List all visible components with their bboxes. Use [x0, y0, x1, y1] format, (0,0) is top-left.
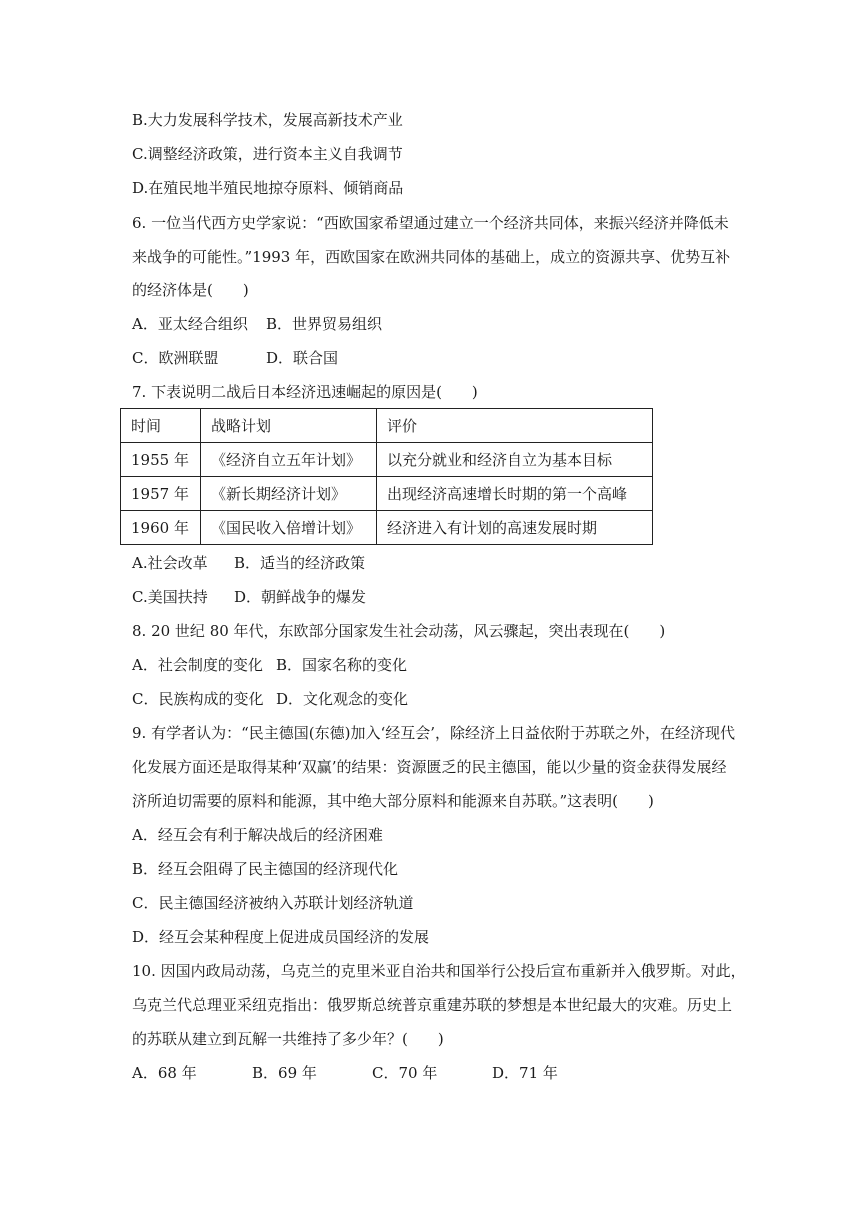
q6-stem-line-2: 来战争的可能性。”1993 年，西欧国家在欧洲共同体的基础上，成立的资源共享、优势互补 [132, 248, 731, 266]
q6-stem-line-3: 的经济体是( ) [132, 281, 249, 299]
table-cell: 1960 年 [121, 511, 201, 545]
q8-option-c: C．民族构成的变化 [132, 690, 264, 708]
q9-stem-line-1: 9. 有学者认为：“民主德国(东德)加入‘经互会’，除经济上日益依附于苏联之外，在经济现代 [132, 724, 735, 742]
q10-stem-line-2: 乌克兰代总理亚采纽克指出：俄罗斯总统普京重建苏联的梦想是本世纪最大的灾难。历史上 [132, 996, 733, 1014]
table-cell: 出现经济高速增长时期的第一个高峰 [377, 477, 653, 511]
table-header-row [121, 409, 653, 443]
q10-option-d: D．71 年 [492, 1064, 558, 1082]
table-cell: 以充分就业和经济自立为基本目标 [377, 443, 653, 477]
table-header-cell: 战略计划 [201, 409, 377, 443]
table-header-cell: 评价 [377, 409, 653, 443]
q9-stem-line-2: 化发展方面还是取得某种‘双赢’的结果：资源匮乏的民主德国，能以少量的资金获得发展经 [132, 758, 727, 776]
q6-option-d: D．联合国 [266, 349, 339, 367]
table-cell: 《新长期经济计划》 [201, 477, 377, 511]
table-cell: 1957 年 [121, 477, 201, 511]
q8-option-d: D．文化观念的变化 [276, 690, 409, 708]
q9-option-d: D．经互会某种程度上促进成员国经济的发展 [132, 928, 430, 946]
table-cell: 《经济自立五年计划》 [201, 443, 377, 477]
table-row [121, 443, 653, 477]
table-header-cell: 时间 [121, 409, 201, 443]
q7-option-a: A.社会改革 [132, 554, 208, 572]
q5-option-d: D.在殖民地半殖民地掠夺原料、倾销商品 [132, 179, 404, 197]
table-cell: 经济进入有计划的高速发展时期 [377, 511, 653, 545]
q5-option-c: C.调整经济政策，进行资本主义自我调节 [132, 145, 403, 163]
table-cell: 1955 年 [121, 443, 201, 477]
q9-option-b: B．经互会阻碍了民主德国的经济现代化 [132, 860, 399, 878]
q5-option-b: B.大力发展科学技术，发展高新技术产业 [132, 111, 403, 129]
q10-option-a: A．68 年 [132, 1064, 197, 1082]
q7-stem: 7. 下表说明二战后日本经济迅速崛起的原因是( ) [132, 383, 478, 401]
q6-option-c: C．欧洲联盟 [132, 349, 219, 367]
q8-option-b: B．国家名称的变化 [276, 656, 408, 674]
table-row [121, 477, 653, 511]
q6-option-a: A．亚太经合组织 [132, 315, 248, 333]
q6-stem-line-1: 6. 一位当代西方史学家说：“西欧国家希望通过建立一个经济共同体，来振兴经济并降低未 [132, 214, 729, 232]
q8-option-a: A．社会制度的变化 [132, 656, 263, 674]
q7-table [120, 408, 653, 545]
q7-option-d: D．朝鲜战争的爆发 [234, 588, 367, 606]
q10-stem-line-3: 的苏联从建立到瓦解一共维持了多少年？( ) [132, 1030, 444, 1048]
q7-option-b: B．适当的经济政策 [234, 554, 366, 572]
q9-option-a: A．经互会有利于解决战后的经济困难 [132, 826, 383, 844]
q10-stem-line-1: 10. 因国内政局动荡，乌克兰的克里米亚自治共和国举行公投后宣布重新并入俄罗斯。对此， [132, 962, 746, 980]
q6-option-b: B．世界贸易组织 [266, 315, 383, 333]
q9-option-c: C．民主德国经济被纳入苏联计划经济轨道 [132, 894, 414, 912]
q10-option-b: B．69 年 [252, 1064, 317, 1082]
q8-stem: 8. 20 世纪 80 年代，东欧部分国家发生社会动荡，风云骤起，突出表现在( ) [132, 622, 666, 640]
table-row [121, 511, 653, 545]
q9-stem-line-3: 济所迫切需要的原料和能源，其中绝大部分原料和能源来自苏联。”这表明( ) [132, 792, 654, 810]
q10-option-c: C．70 年 [372, 1064, 438, 1082]
q7-option-c: C.美国扶持 [132, 588, 208, 606]
table-cell: 《国民收入倍增计划》 [201, 511, 377, 545]
